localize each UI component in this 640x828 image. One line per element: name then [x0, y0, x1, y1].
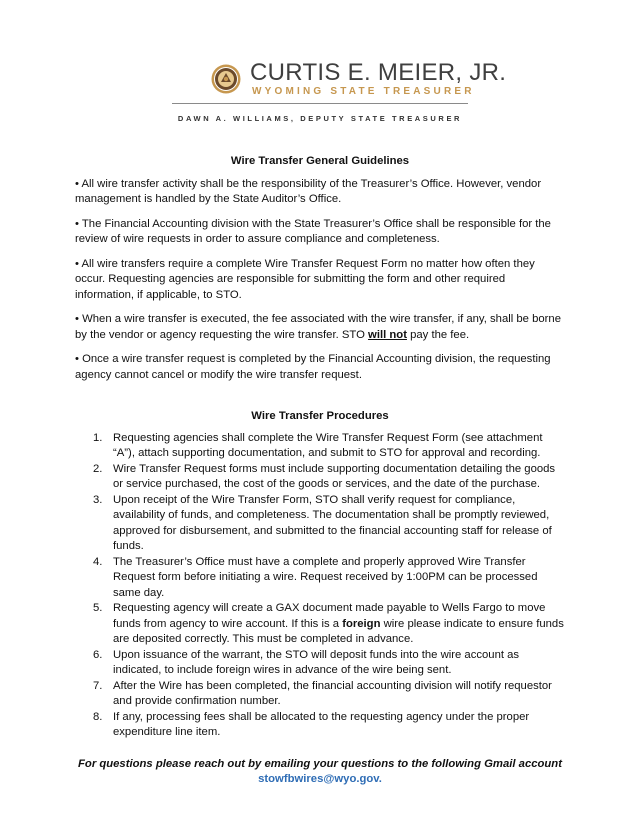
- procedure-number: 2.: [93, 462, 103, 475]
- procedure-text: If any, processing fees shall be allocated to the requesting agency under the proper expenditure line item.: [113, 710, 530, 738]
- procedure-text: Wire Transfer Request forms must include supporting documentation detailing the goods or service purchased, the cost of the goods or services, and the date of the purchase.: [113, 462, 556, 490]
- document-body: [75, 154, 565, 788]
- guidelines-title: Wire Transfer General Guidelines: [230, 155, 410, 167]
- procedure-text: Upon issuance of the warrant, the STO will deposit funds into the wire account as indicated, to include foreign wires in advance of the wire being sent.: [113, 648, 520, 676]
- letterhead-divider: [172, 103, 468, 104]
- guideline-item: • The Financial Accounting division with the State Treasurer’s Office shall be responsible for the review of wire requests in order to assure compliance and completeness.: [75, 217, 551, 245]
- procedure-item: [75, 555, 565, 602]
- procedures-list: [75, 431, 565, 741]
- procedure-text-part: Requesting agency will create a GAX document made payable to Wells Fargo to move funds from agency to wire account. If this is a: [113, 602, 546, 630]
- procedure-number: 5.: [93, 602, 103, 614]
- guideline-text: pay the fee.: [406, 328, 470, 341]
- procedure-text: Upon receipt of the Wire Transfer Form, STO shall verify request for compliance, availability of funds, and completeness. The documentation shall be promptly reviewed, approved for disbursement, and submitted to the financial accounting staff for release of funds.: [113, 493, 552, 552]
- guideline-item: • All wire transfers require a complete Wire Transfer Request Form no matter how often they occur. Requesting agencies are responsible for submitting the form and other required information, if applicable, to STO.: [75, 257, 535, 301]
- procedure-text: [113, 602, 564, 645]
- procedure-item: [75, 648, 565, 679]
- letterhead: [0, 0, 640, 130]
- procedure-number: 8.: [93, 710, 103, 723]
- guideline-item: • Once a wire transfer request is completed by the Financial Accounting division, the requesting agency cannot cancel or modify the wire transfer request.: [75, 353, 551, 381]
- procedures-title: Wire Transfer Procedures: [251, 410, 389, 422]
- treasurer-title: WYOMING STATE TREASURER: [252, 86, 475, 97]
- state-seal-icon: [211, 64, 241, 94]
- procedure-text: The Treasurer’s Office must have a complete and properly approved Wire Transfer Request form before initiating a wire. Request received by 1:00PM can be processed same day.: [113, 555, 538, 599]
- guideline-item: [75, 312, 565, 343]
- guideline-item: • All wire transfer activity shall be the responsibility of the Treasurer’s Office. However, vendor management is handled by the State Auditor’s Office.: [75, 177, 542, 205]
- procedure-item: [75, 601, 565, 648]
- procedure-item: [75, 679, 565, 710]
- procedure-item: [75, 710, 565, 741]
- procedure-number: 3.: [93, 493, 103, 506]
- procedure-item: [75, 431, 565, 462]
- procedure-item: [75, 462, 565, 493]
- will-not-emphasis: will not: [368, 328, 407, 341]
- procedure-number: 6.: [93, 648, 103, 661]
- treasurer-name: CURTIS E. MEIER, JR.: [250, 59, 507, 86]
- deputy-treasurer: DAWN A. WILLIAMS, DEPUTY STATE TREASURER: [177, 114, 463, 123]
- procedure-item: [75, 493, 565, 555]
- procedure-number: 4.: [93, 555, 103, 568]
- procedure-number: 1.: [93, 431, 103, 444]
- procedure-number: 7.: [93, 679, 103, 692]
- guideline-text: • When a wire transfer is executed, the fee associated with the wire transfer, if any, shall be borne by the vendor or agency requesting the wire transfer. STO: [75, 313, 561, 341]
- closing-note: For questions please reach out by emailing your questions to the following Gmail account: [78, 757, 562, 770]
- foreign-emphasis: foreign: [342, 617, 381, 630]
- contact-email-link[interactable]: stowfbwires@wyo.gov.: [258, 773, 382, 785]
- procedure-text: Requesting agencies shall complete the Wire Transfer Request Form (see attachment “A”), attach supporting documentation, and submit to STO for approval and recording.: [113, 431, 543, 459]
- procedure-text-part: wire please indicate to ensure funds are deposited correctly. This must be completed in advance.: [113, 617, 564, 645]
- procedure-text: After the Wire has been completed, the financial accounting division will notify requestor and provide confirmation number.: [113, 679, 552, 707]
